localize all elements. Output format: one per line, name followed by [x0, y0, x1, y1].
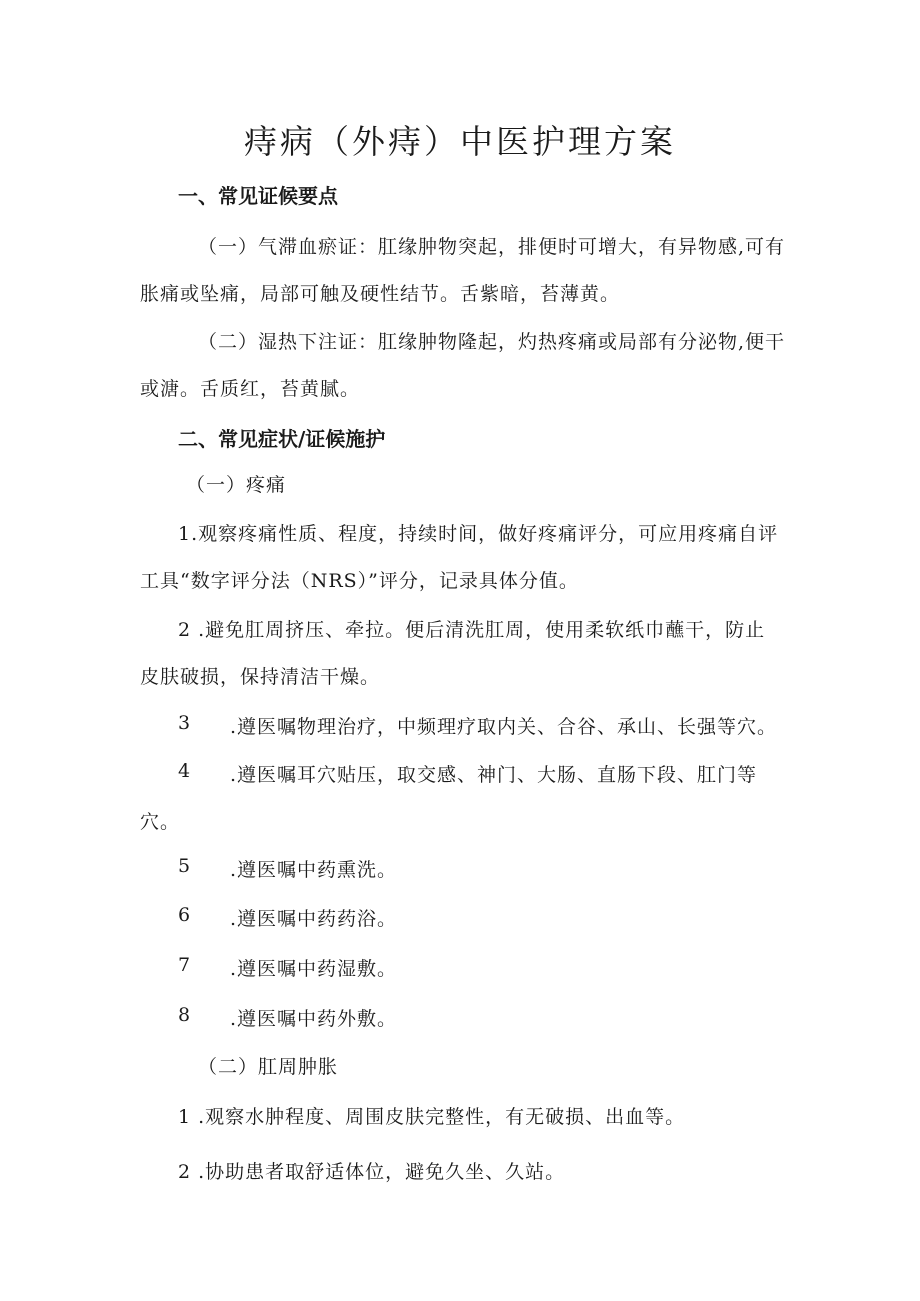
subsection-pain-label: （一）疼痛 — [186, 474, 287, 496]
pain-item5-text: .遵医嘱中药熏洗。 — [230, 859, 398, 881]
pain-item3-number: 3 — [178, 712, 191, 734]
pain-item4-text: .遵医嘱耳穴贴压，取交感、神门、大肠、直肠下段、肛门等 — [230, 764, 758, 786]
pain-item3-text: .遵医嘱物理治疗，中频理疗取内关、合谷、承山、长强等穴。 — [230, 716, 778, 738]
pain-item8-text: .遵医嘱中药外敷。 — [230, 1008, 398, 1030]
syndrome1-line1: （一）气滞血瘀证：肛缘肿物突起，排便时可增大，有异物感,可有 — [198, 236, 786, 258]
swelling-item2: 2 .协助患者取舒适体位，避免久坐、久站。 — [178, 1161, 566, 1183]
pain-item6-number: 6 — [178, 904, 191, 926]
pain-item4-line2: 穴。 — [140, 811, 181, 833]
pain-item6-text: .遵医嘱中药药浴。 — [230, 908, 398, 930]
pain-item1-line2: 工具“数字评分法（NRS）”评分，记录具体分值。 — [140, 570, 579, 592]
pain-item7-text: .遵医嘱中药湿敷。 — [230, 958, 398, 980]
pain-item5-number: 5 — [178, 855, 191, 877]
syndrome2-line1: （二）湿热下注证：肛缘肿物隆起，灼热疼痛或局部有分泌物,便干 — [198, 331, 786, 353]
swelling-item1: 1 .观察水肿程度、周围皮肤完整性，有无破损、出血等。 — [178, 1106, 686, 1128]
pain-item2-line1: 2 .避免肛周挤压、牵拉。便后清洗肛周，使用柔软纸巾蘸干，防止 — [178, 619, 766, 641]
document-title: 痔病（外痔）中医护理方案 — [244, 122, 676, 161]
pain-item4-number: 4 — [178, 760, 191, 782]
pain-item2-line2: 皮肤破损，保持清洁干燥。 — [140, 666, 381, 688]
pain-item7-number: 7 — [178, 954, 191, 976]
section1-heading: 一、常见证候要点 — [178, 184, 338, 208]
pain-item8-number: 8 — [178, 1004, 191, 1026]
syndrome2-line2: 或溏。舌质红，苔黄腻。 — [140, 378, 361, 400]
syndrome1-line2: 胀痛或坠痛，局部可触及硬性结节。舌紫暗，苔薄黄。 — [140, 283, 621, 305]
subsection-swelling-label: （二）肛周肿胀 — [198, 1056, 339, 1078]
pain-item1-line1: 1.观察疼痛性质、程度，持续时间，做好疼痛评分，可应用疼痛自评 — [178, 523, 779, 545]
section2-heading: 二、常见症状/证候施护 — [178, 427, 386, 451]
